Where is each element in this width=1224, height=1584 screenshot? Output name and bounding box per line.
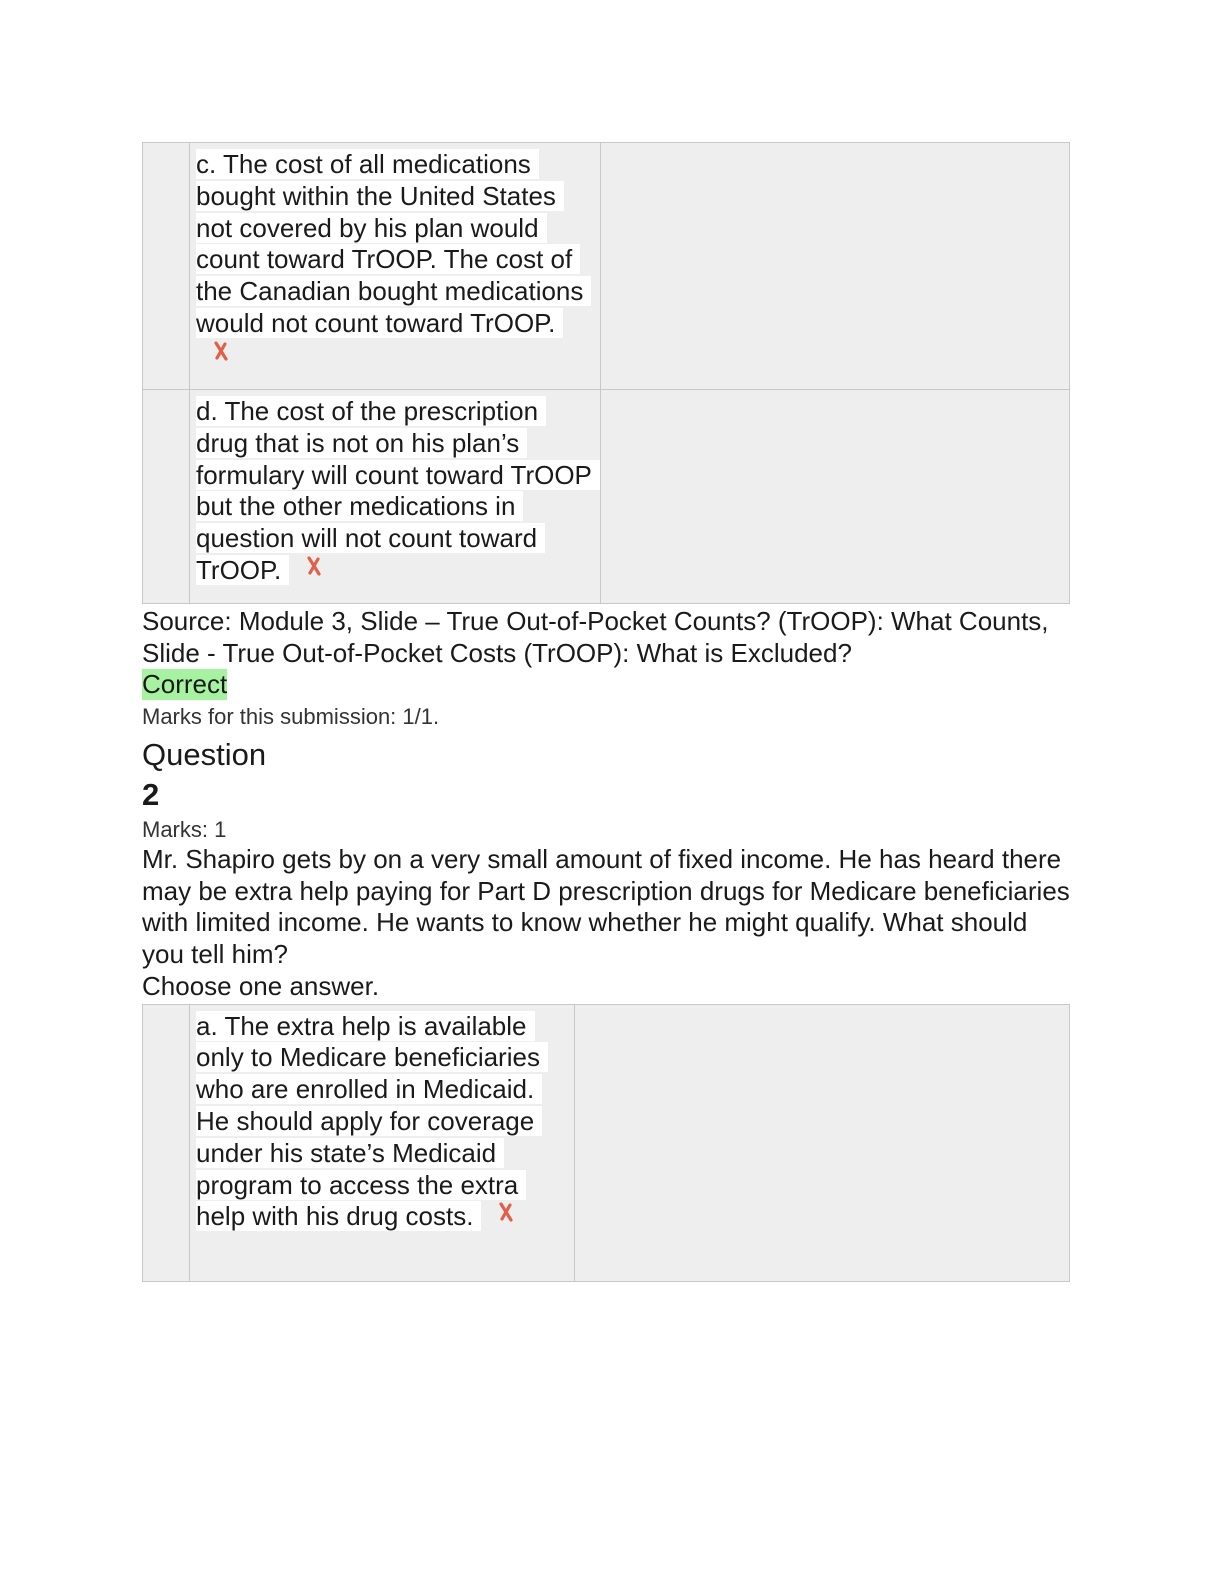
answer-feedback-cell bbox=[601, 143, 1070, 390]
question-heading: Question bbox=[142, 737, 267, 773]
answer-radio-cell bbox=[143, 1004, 190, 1281]
answer-radio-cell bbox=[143, 390, 190, 604]
answer-option-c[interactable] bbox=[190, 143, 601, 390]
answer-option-d[interactable] bbox=[190, 390, 601, 604]
red-x-icon bbox=[210, 340, 232, 362]
question-marks: Marks: 1 bbox=[142, 817, 227, 843]
question-instruction: Choose one answer. bbox=[142, 970, 380, 1001]
answer-radio-cell bbox=[143, 143, 190, 390]
question-options-table bbox=[142, 1004, 1070, 1282]
red-x-icon bbox=[303, 555, 325, 577]
answer-option-text: c. The cost of all medications bought within the United States not covered by his plan would count toward TrOOP. The cost of the Canadian bought medications would not count toward TrOOP. bbox=[196, 149, 591, 338]
answer-feedback-cell bbox=[601, 390, 1070, 604]
marks-for-submission: Marks for this submission: 1/1. bbox=[142, 704, 440, 730]
quiz-review-page bbox=[142, 142, 1070, 1282]
question-number: 2 bbox=[142, 777, 160, 813]
red-x-icon bbox=[495, 1201, 517, 1223]
answer-option-text: a. The extra help is available only to Medicare beneficiaries who are enrolled in Medicaid. He should apply for coverage under his state’s Medicaid program to access the extra help with his drug costs. bbox=[196, 1011, 548, 1232]
source-reference: Source: Module 3, Slide – True Out-of-Pocket Counts? (TrOOP): What Counts, Slide - True Out-of-Pocket Costs (TrOOP): What is Excluded? bbox=[142, 606, 1049, 668]
answer-option-row bbox=[143, 390, 1070, 604]
answer-option-text: d. The cost of the prescription drug that is not on his plan’s formulary will count toward TrOOP but the other medications in question will not count toward TrOOP. bbox=[196, 396, 600, 585]
question-text: Mr. Shapiro gets by on a very small amount of fixed income. He has heard there may be extra help paying for Part D prescription drugs for Medicare beneficiaries with limited income. He wants to know whether he might qualify. What should you tell him? bbox=[142, 844, 1070, 969]
previous-question-options-table bbox=[142, 142, 1070, 604]
result-correct-badge: Correct bbox=[142, 669, 228, 700]
answer-option-row bbox=[143, 1004, 1070, 1281]
answer-feedback-cell bbox=[575, 1004, 1070, 1281]
answer-option-row bbox=[143, 143, 1070, 390]
answer-option-a[interactable] bbox=[190, 1004, 575, 1281]
